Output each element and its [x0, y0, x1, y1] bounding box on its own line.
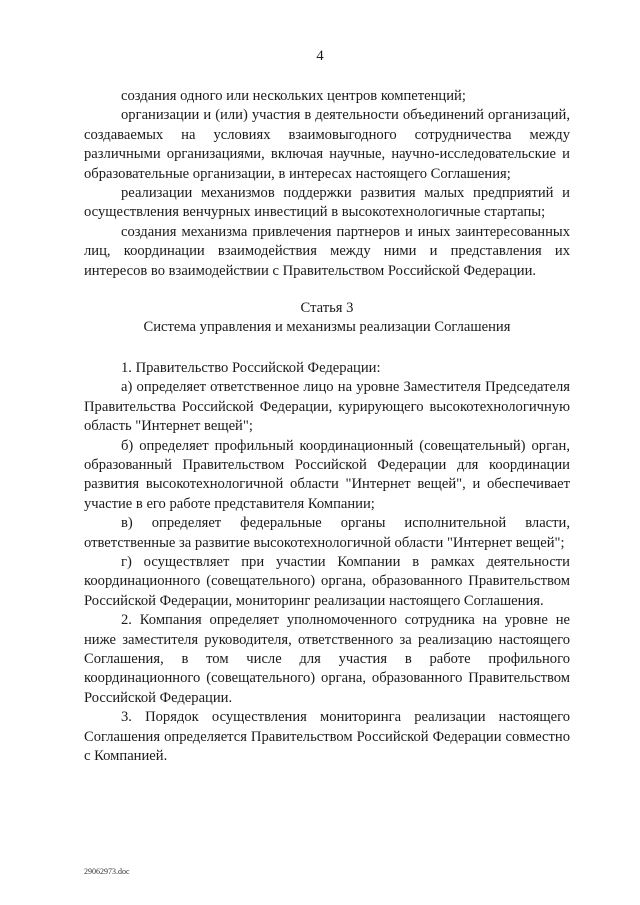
- article-number: Статья 3: [300, 300, 354, 317]
- paragraph: а) определяет ответственное лицо на уровне Заместителя Председателя Правительства Российской Федерации, курирующего высокотехнологичную область "Интернет вещей";: [84, 379, 570, 435]
- paragraph: 1. Правительство Российской Федерации:: [121, 359, 381, 376]
- footer-filename: 29062973.doc: [84, 867, 130, 876]
- paragraph: в) определяет федеральные органы исполнительной власти, ответственные за развитие высокотехнологичной области "Интернет вещей";: [84, 515, 570, 551]
- paragraph: 3. Порядок осуществления мониторинга реализации настоящего Соглашения определяется Правительством Российской Федерации совместно с Компанией.: [84, 709, 570, 764]
- paragraph: 2. Компания определяет уполномоченного сотрудника на уровне не ниже заместителя руководителя, ответственного за реализацию настоящего Соглашения, в том числе для участия в работе профильного координационного (совещательного) органа, образованного Правительством Российской Федерации.: [84, 612, 570, 706]
- paragraph: г) осуществляет при участии Компании в рамках деятельности координационного (совещательного) органа, образованного Правительством Российской Федерации, мониторинг реализации настоящего Соглашения.: [84, 553, 570, 609]
- paragraph: реализации механизмов поддержки развития малых предприятий и осуществления венчурных инвестиций в высокотехнологичные стартапы;: [84, 185, 570, 221]
- article-title: Система управления и механизмы реализации Соглашения: [143, 319, 511, 336]
- document-body: [84, 87, 570, 766]
- paragraph: организации и (или) участия в деятельности объединений организаций, создаваемых на условиях взаимовыгодного сотрудничества между различными организациями, включая научные, научно-исследовательские и образовательные организации, в интересах настоящего Соглашения;: [84, 107, 570, 182]
- page-number: 4: [316, 48, 324, 64]
- paragraph: создания механизма привлечения партнеров и иных заинтересованных лиц, координации взаимодействия между ними и представления их интересов во взаимодействии с Правительством Российской Федерации.: [84, 223, 570, 279]
- paragraph: создания одного или нескольких центров компетенций;: [121, 88, 466, 104]
- paragraph: б) определяет профильный координационный (совещательный) орган, образованный Правительством Российской Федерации для координации развития высокотехнологичной области "Интернет вещей", и обеспечивает участие в его работе представителя Компании;: [84, 437, 570, 512]
